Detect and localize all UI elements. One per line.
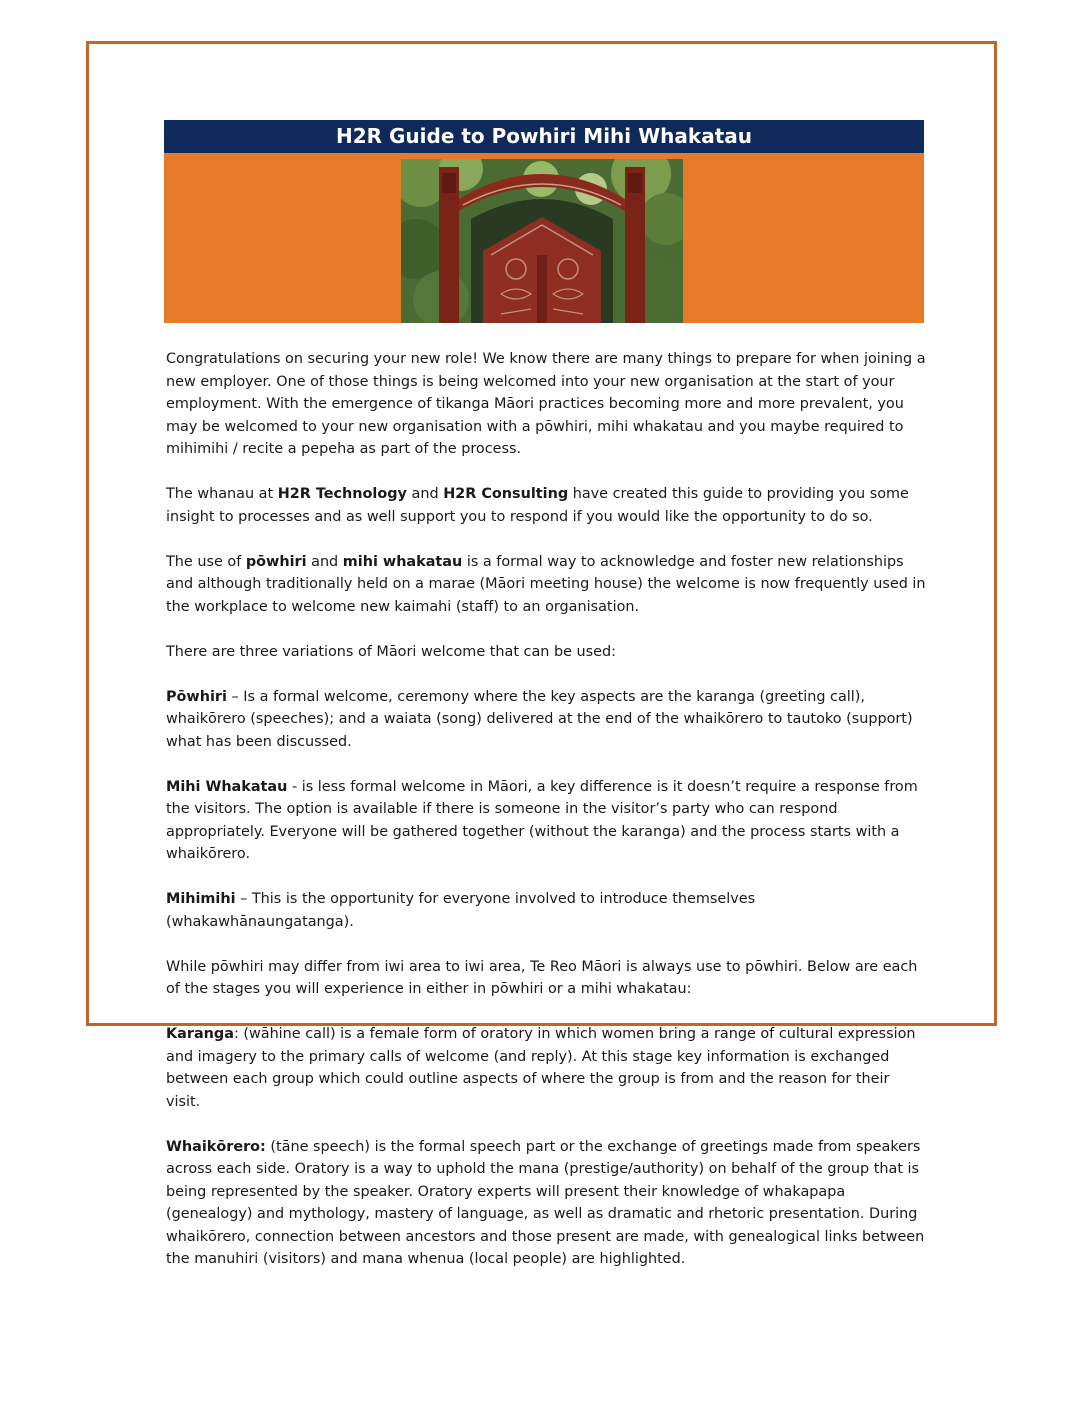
text-span: - is less formal welcome in Māori, a key difference is it doesn’t require a response from the visitors. The option is available if there is someone in the visitor’s party who can respond appropriately. Everyone will be gathered together (without the karanga) and the process starts with a whaikōrero. [166,778,918,862]
paragraph-intro [166,348,926,461]
bold-term: Pōwhiri [166,688,227,705]
text-span: While pōwhiri may differ from iwi area to iwi area, Te Reo Māori is always use to pōwhiri. Below are each of the stages you will experience in either in pōwhiri or a mihi whakatau: [166,958,918,997]
text-span: The use of [166,553,246,570]
text-span: have created this guide to providing you some insight to processes and as well support you to respond if you would like the opportunity to do so. [166,486,909,525]
text-span: Congratulations on securing your new role! We know there are many things to prepare for when joining a new employer. One of those things is being welcomed into your new organisation at the start of your employment. With the emergence of tikanga Māori practices becoming more and more prevalent, you may be welcomed to your new organisation with a pōwhiri, mihi whakatau and you maybe required to mihimihi / recite a pepeha as part of the process. [166,351,926,457]
paragraph-use [166,551,926,619]
paragraph-powhiri [166,686,926,754]
bold-term: mihi whakatau [342,553,463,570]
paragraph-karanga [166,1023,926,1113]
paragraph-whaikorero [166,1136,926,1271]
text-span: – This is the opportunity for everyone involved to introduce themselves (whakawhānaungatanga). [166,891,756,930]
paragraph-mihimihi [166,888,926,933]
document-title: H2R Guide to Powhiri Mihi Whakatau [164,120,924,153]
paragraph-variations [166,641,926,664]
text-span: : (wāhine call) is a female form of oratory in which women bring a range of cultural expression and imagery to the primary calls of welcome (and reply). At this stage key information is exchanged between each group which could outline aspects of where the group is from and the reason for their visit. [166,1026,916,1110]
text-span: and [306,553,343,570]
paragraph-whanau [166,483,926,528]
text-span: There are three variations of Māori welcome that can be used: [166,643,616,660]
bold-term: pōwhiri [245,553,307,570]
carved-gateway-photo [401,159,683,323]
paragraph-mihi-whakatau [166,776,926,866]
bold-term: Mihimihi [166,891,236,907]
paragraph-stages [166,956,926,1001]
text-span: is a formal way to acknowledge and foster new relationships and although traditionally held on a marae (Māori meeting house) the welcome is now frequently used in the workplace to welcome new kaimahi (staff) to an organisation. [166,553,926,615]
body-text [166,348,926,1293]
bold-term: H2R Consulting [443,486,569,502]
bold-term: Whaikōrero: [166,1138,266,1155]
bold-term: Mihi Whakatau [166,778,288,795]
bold-term: Karanga [166,1026,234,1042]
header-banner [164,153,924,323]
text-span: and [406,486,444,502]
text-span: – Is a formal welcome, ceremony where the key aspects are the karanga (greeting call), whaikōrero (speeches); and a waiata (song) delivered at the end of the whaikōrero to tautoko (support) what has been discussed. [166,688,913,750]
text-span: The whanau at [166,486,278,502]
bold-term: H2R Technology [277,486,407,502]
text-span: (tāne speech) is the formal speech part or the exchange of greetings made from speakers across each side. Oratory is a way to uphold the mana (prestige/authority) on behalf of the group that is being represented by the speaker. Oratory experts will present their knowledge of whakapapa (genealogy) and mythology, mastery of language, as well as dramatic and rhetoric presentation. During whaikōrero, connection between ancestors and those present are made, with genealogical links between the manuhiri (visitors) and mana whenua (local people) are highlighted. [166,1138,925,1267]
